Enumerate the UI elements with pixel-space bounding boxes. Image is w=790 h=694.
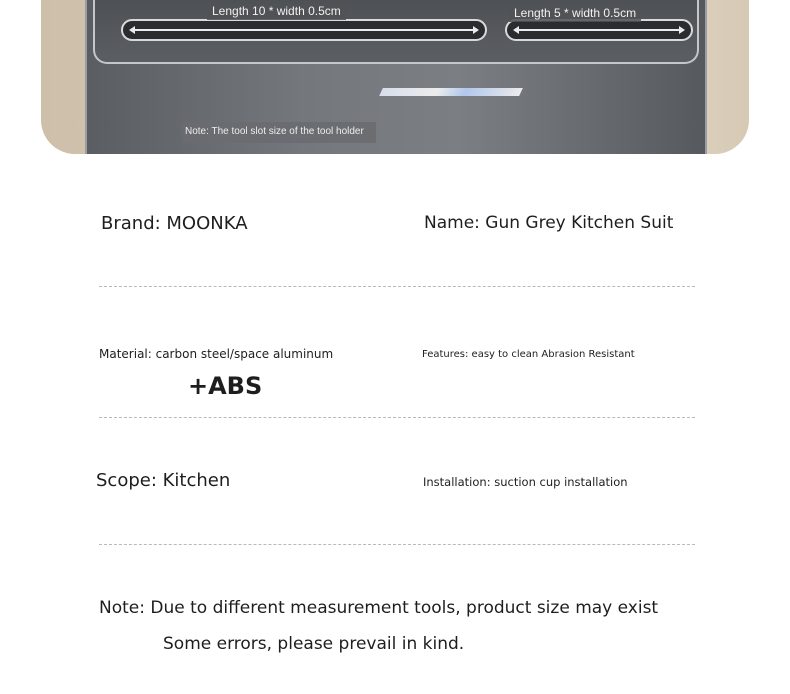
brand-text: Brand: MOONKA [101,213,248,234]
installation-text: Installation: suction cup installation [423,475,628,489]
knife-slot-long [121,19,487,41]
divider [99,286,695,287]
knife-holder-image [85,0,707,154]
slot-label-long: Length 10 * width 0.5cm [207,2,346,20]
material-text: Material: carbon steel/space aluminum [99,347,334,361]
scope-text: Scope: Kitchen [96,470,231,491]
measurement-note-line1: Note: Due to different measurement tools, product size may exist [99,598,659,618]
features-text: Features: easy to clean Abrasion Resistant [422,349,635,360]
slot-dimension-arrow [133,29,475,31]
material-abs-text: +ABS [188,372,263,400]
name-text: Name: Gun Grey Kitchen Suit [424,213,674,233]
slot-size-note: Note: The tool slot size of the tool holder [181,122,376,143]
slot-dimension-arrow [517,29,681,31]
brand-logo [379,88,523,96]
divider [99,544,695,545]
divider [99,417,695,418]
slot-label-short: Length 5 * width 0.5cm [509,4,641,22]
product-photo [41,0,749,154]
measurement-note-line2: Some errors, please prevail in kind. [163,634,465,654]
knife-slot-short [505,19,693,41]
